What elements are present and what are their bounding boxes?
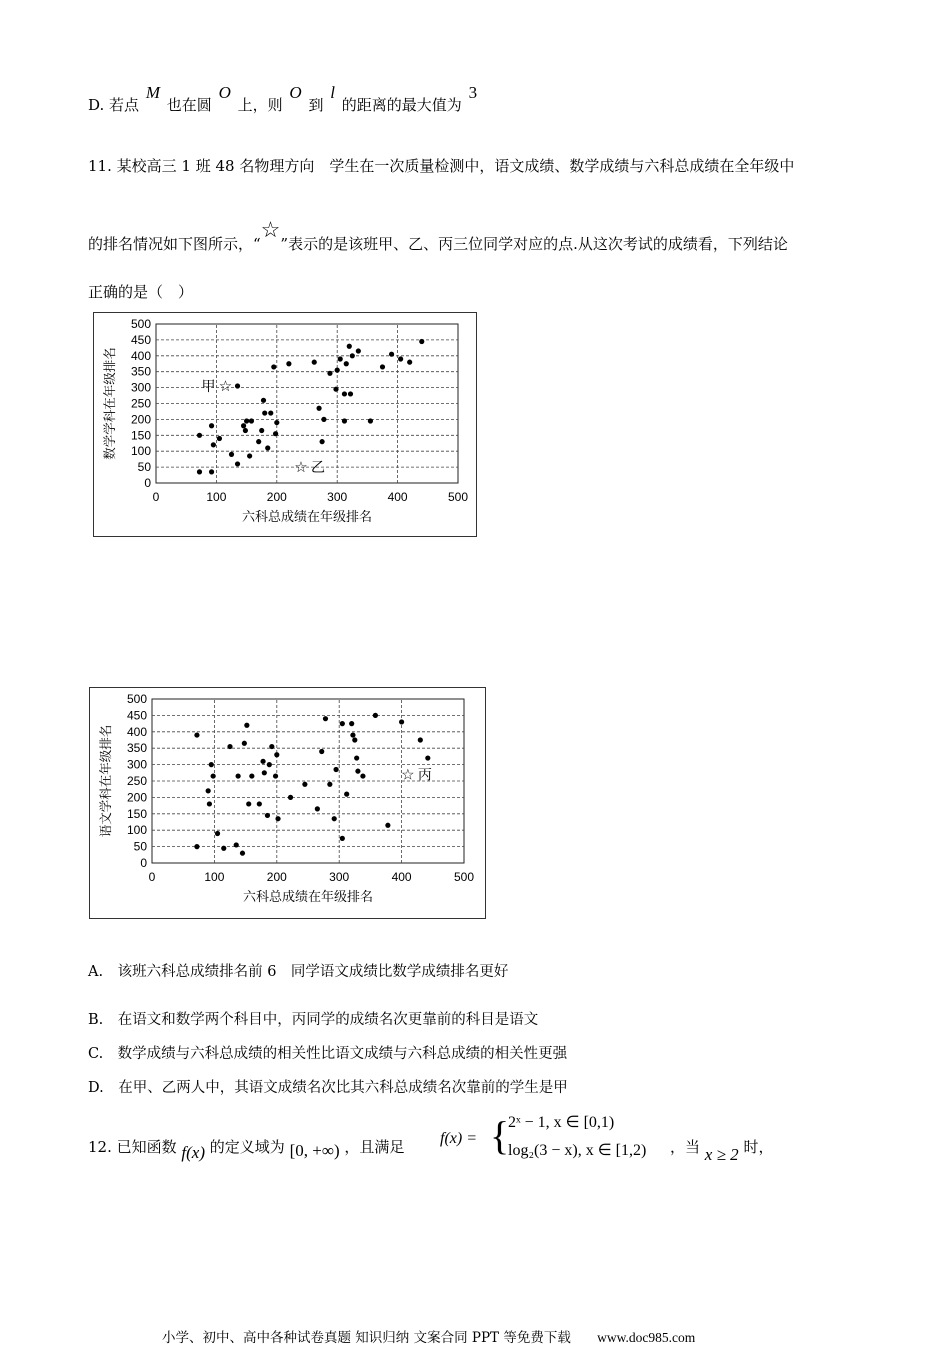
data-point [236, 773, 241, 778]
x-tick-label: 100 [204, 870, 225, 884]
var-o: O [218, 83, 231, 102]
var-l: l [330, 83, 336, 102]
data-point [194, 844, 199, 849]
q12-fx2: f(x) = [440, 1130, 477, 1147]
data-point [260, 759, 265, 764]
data-point [321, 417, 326, 422]
data-point [235, 461, 240, 466]
data-point [342, 418, 347, 423]
data-point [267, 762, 272, 767]
q10d-value: 3 [468, 83, 478, 102]
q12-text3: ，当 [670, 1138, 701, 1156]
q11-line3: 正确的是（ ） [88, 283, 194, 301]
data-point [342, 391, 347, 396]
q12-text4: 时， [743, 1138, 774, 1156]
y-tick-label: 100 [126, 823, 147, 838]
q12-line [88, 1136, 405, 1162]
y-tick-label: 300 [126, 757, 147, 772]
data-point [242, 741, 247, 746]
x-tick-label: 500 [447, 490, 469, 504]
q12-tail [670, 1136, 774, 1164]
data-point [262, 770, 267, 775]
data-point [312, 360, 317, 365]
data-point [207, 801, 212, 806]
data-point [227, 744, 232, 749]
data-point [217, 436, 222, 441]
data-point [380, 364, 385, 369]
data-point [352, 737, 357, 742]
chinese-rank-scatter-chart [89, 687, 486, 919]
x-tick-label: 300 [327, 490, 348, 504]
data-point [274, 752, 279, 757]
data-point [246, 801, 251, 806]
data-point [215, 831, 220, 836]
q11-line2-a: 的排名情况如下图所示，“ [88, 235, 261, 253]
x-tick-label: 300 [329, 870, 350, 884]
data-point [265, 813, 270, 818]
q10d-text3: 到 [308, 96, 324, 114]
highlight-label: 甲 [201, 379, 216, 396]
q12-case1: 2ˣ − 1, x ∈ [0,1) [508, 1114, 615, 1131]
data-point [249, 773, 254, 778]
y-tick-label: 50 [133, 839, 147, 854]
data-point [344, 792, 349, 797]
data-point [350, 353, 355, 358]
data-point [273, 773, 278, 778]
y-axis-label: 数学学科在年级排名 [102, 347, 117, 460]
data-point [259, 428, 264, 433]
y-tick-label: 0 [140, 856, 147, 870]
q11-line1: 11. 某校高三 1 班 48 名物理方向 学生在一次质量检测中，语文成绩、数学成绩与六科总成绩在全年级中 [88, 157, 795, 175]
y-tick-label: 250 [126, 774, 147, 788]
q12-prefix: 12. 已知函数 [88, 1138, 177, 1156]
y-tick-label: 150 [126, 806, 147, 821]
data-point [349, 721, 354, 726]
data-point [206, 788, 211, 793]
x-tick-label: 200 [266, 490, 287, 504]
data-point [209, 469, 214, 474]
highlight-label: 乙 [310, 460, 325, 477]
y-tick-label: 350 [130, 364, 151, 379]
data-point [221, 846, 226, 851]
data-point [360, 773, 365, 778]
q11-option-c: C. 数学成绩与六科总成绩的相关性比语文成绩与六科总成绩的相关性更强 [88, 1046, 568, 1062]
y-tick-label: 500 [126, 692, 147, 706]
y-tick-label: 500 [130, 317, 151, 331]
brace-icon: { [490, 1113, 510, 1158]
y-axis-label: 语文学科在年级排名 [98, 724, 113, 838]
data-point [194, 732, 199, 737]
star-icon: ☆ [294, 458, 308, 477]
data-point [327, 371, 332, 376]
math-rank-scatter-chart [93, 312, 477, 537]
data-point [355, 769, 360, 774]
q12-domain: [0, +∞) [289, 1141, 340, 1160]
x-tick-label: 0 [148, 870, 156, 884]
y-tick-label: 0 [144, 476, 151, 490]
q11-option-a: A. 该班六科总成绩排名前 6 同学语文成绩比数学成绩排名更好 [88, 964, 509, 980]
y-tick-label: 350 [126, 741, 147, 756]
star-icon: ☆ [218, 377, 233, 396]
data-point [211, 773, 216, 778]
data-point [425, 755, 430, 760]
chinese-rank-scatter-svg [90, 688, 485, 918]
data-point [344, 361, 349, 366]
data-point [234, 842, 239, 847]
q10d-text1: 也在圆 [166, 96, 212, 114]
x-tick-label: 500 [453, 870, 475, 884]
data-point [269, 744, 274, 749]
x-tick-label: 400 [387, 490, 408, 504]
var-o2: O [289, 83, 302, 102]
q12-case2: log₂(3 − x), x ∈ [1,2) [508, 1142, 647, 1159]
star-icon: ☆ [260, 218, 281, 243]
y-tick-label: 250 [130, 396, 151, 411]
x-axis-label: 六科总成绩在年级排名 [241, 510, 373, 525]
data-point [249, 418, 254, 423]
data-point [209, 423, 214, 428]
q10d-text4: 的距离的最大值为 [341, 96, 462, 114]
x-tick-label: 0 [152, 490, 160, 504]
y-tick-label: 400 [130, 348, 151, 363]
q11-option-d: D. 在甲、乙两人中，其语文成绩名次比其六科总成绩名次靠前的学生是甲 [88, 1080, 568, 1096]
data-point [350, 732, 355, 737]
data-point [389, 352, 394, 357]
q10d-text2: 上，则 [237, 96, 283, 114]
data-point [320, 439, 325, 444]
data-point [274, 420, 279, 425]
data-point [418, 737, 423, 742]
data-point [333, 387, 338, 392]
y-tick-label: 50 [137, 460, 151, 475]
data-point [315, 806, 320, 811]
q12-piecewise [440, 1110, 680, 1170]
data-point [240, 851, 245, 856]
q10d-prefix: D. 若点 [88, 96, 140, 114]
data-point [197, 469, 202, 474]
q12-text1: 的定义域为 [209, 1138, 285, 1156]
data-point [338, 356, 343, 361]
data-point [348, 391, 353, 396]
data-point [385, 823, 390, 828]
data-point [302, 782, 307, 787]
data-point [286, 361, 291, 366]
y-tick-label: 200 [130, 412, 151, 427]
data-point [316, 406, 321, 411]
x-axis-label: 六科总成绩在年级排名 [242, 890, 374, 905]
data-point [340, 721, 345, 726]
y-tick-label: 200 [126, 790, 147, 805]
data-point [373, 713, 378, 718]
y-tick-label: 100 [130, 444, 151, 459]
data-point [407, 360, 412, 365]
x-tick-label: 400 [391, 870, 412, 884]
highlight-label: 丙 [417, 767, 432, 784]
math-rank-scatter-svg [94, 313, 476, 536]
q12-text2: ，且满足 [344, 1138, 405, 1156]
data-point [273, 431, 278, 436]
data-point [268, 410, 273, 415]
data-point [333, 767, 338, 772]
data-point [319, 749, 324, 754]
data-point [340, 836, 345, 841]
data-point [209, 762, 214, 767]
data-point [257, 801, 262, 806]
data-point [327, 782, 332, 787]
x-tick-label: 200 [266, 870, 287, 884]
data-point [256, 439, 261, 444]
data-point [356, 348, 361, 353]
data-point [247, 453, 252, 458]
var-m: M [145, 83, 160, 102]
data-point [368, 418, 373, 423]
q11-option-b: B. 在语文和数学两个科目中，丙同学的成绩名次更靠前的科目是语文 [88, 1012, 539, 1028]
data-point [323, 716, 328, 721]
footer-text: 小学、初中、高中各种试卷真题 知识归纳 文案合同 PPT 等免费下载 [162, 1330, 571, 1346]
q12-fx: f(x) [181, 1143, 205, 1162]
data-point [332, 816, 337, 821]
data-point [275, 816, 280, 821]
data-point [197, 433, 202, 438]
data-point [398, 356, 403, 361]
q11-line2 [88, 218, 788, 255]
y-tick-label: 450 [126, 708, 147, 723]
data-point [244, 418, 249, 423]
data-point [262, 410, 267, 415]
y-tick-label: 400 [126, 724, 147, 739]
data-point [243, 428, 248, 433]
x-tick-label: 100 [206, 490, 227, 504]
data-point [261, 398, 266, 403]
y-tick-label: 300 [130, 380, 151, 395]
y-tick-label: 450 [130, 332, 151, 347]
data-point [265, 445, 270, 450]
data-point [335, 368, 340, 373]
data-point [241, 423, 246, 428]
data-point [235, 383, 240, 388]
star-icon: ☆ [401, 765, 415, 784]
data-point [271, 364, 276, 369]
q10-option-d [88, 83, 479, 115]
data-point [211, 442, 216, 447]
footer-link[interactable]: www.doc985.com [597, 1330, 696, 1345]
data-point [229, 452, 234, 457]
data-point [244, 723, 249, 728]
data-point [354, 755, 359, 760]
footer [162, 1326, 695, 1346]
q12-cond: x ≥ 2 [704, 1145, 739, 1164]
q11-line2-b: ”表示的是该班甲、乙、丙三位同学对应的点.从这次考试的成绩看，下列结论 [280, 235, 788, 253]
data-point [399, 719, 404, 724]
data-point [347, 344, 352, 349]
data-point [288, 795, 293, 800]
data-point [419, 339, 424, 344]
y-tick-label: 150 [130, 428, 151, 443]
